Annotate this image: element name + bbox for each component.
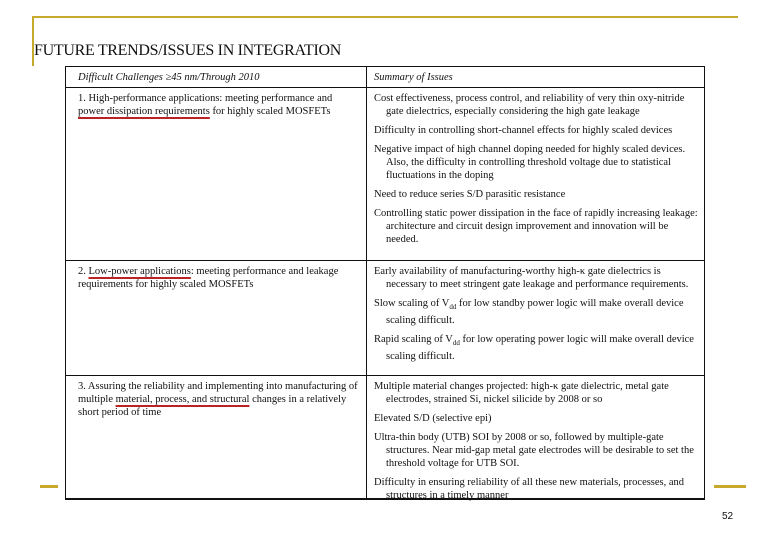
gold-footer-rule-right [714,485,746,488]
issue-item: Difficulty in controlling short-channel effects for highly scaled devices [374,125,673,136]
issue-item: Early availability of manufacturing-worthy high-κ gate dielectrics is necessary to meet stringent gate leakage and performance requirements. [374,266,689,290]
challenges-table [65,66,705,500]
issue-item: Rapid scaling of $V_{dd}$ for low operating power logic will make overall device scaling difficult. [374,334,694,363]
challenge-text: 3. Assuring the reliability and implementing into manufacturing of multiple [78,381,358,405]
challenge-text: 2. [78,266,89,277]
challenge-cell [66,88,367,260]
issue-item: Multiple material changes projected: high-κ gate dielectric, metal gate electrodes, strained Si, nickel silicide by 2008 or so [374,381,669,405]
issues-cell [367,261,704,379]
challenge-highlight: Low-power applications [88,266,191,277]
gold-top-rule [33,16,738,18]
challenge-text: for highly scaled MOSFETs [209,106,331,117]
gold-footer-rule-left [40,485,58,488]
challenge-text: : meeting performance and leakage requirements for highly scaled MOSFETs [78,266,339,290]
table-row [66,261,704,376]
issue-item: Controlling static power dissipation in the face of rapidly increasing leakage: architecture and circuit design improvement and innovation will be needed. [374,208,698,245]
header-issues: Summary of Issues [374,72,453,83]
issue-item: Need to reduce series S/D parasitic resistance [374,189,566,200]
header-challenges: Difficult Challenges ≥45 nm/Through 2010 [66,67,367,87]
issues-cell [367,376,704,503]
challenge-cell [66,261,367,375]
issues-cell [367,88,704,264]
challenge-highlight: material, process, and structural [115,394,250,405]
challenge-text: changes in a relatively short period of time [78,394,347,418]
issue-item: Cost effectiveness, process control, and reliability of very thin oxy-nitride gate dielectrics, especially considering the high gate leakage [374,93,685,117]
issue-item: Difficulty in ensuring reliability of all these new materials, processes, and structures in a timely manner [374,477,685,501]
issue-item: Slow scaling of $V_{dd}$ for low standby power logic will make overall device scaling difficult. [374,298,684,327]
issue-item: Elevated S/D (selective epi) [374,413,492,424]
slide-title: FUTURE TRENDS/ISSUES IN INTEGRATION [34,42,341,59]
page-number: 52 [722,511,734,522]
challenge-highlight: power dissipation requirements [78,106,210,117]
table-row [66,376,704,499]
issue-item: Negative impact of high channel doping needed for highly scaled devices. Also, the difficulty in controlling threshold voltage due to statistical fluctuations in the doping [374,144,686,181]
challenge-text: 1. High-performance applications: meeting performance and [78,93,333,104]
issue-item: Ultra-thin body (UTB) SOI by 2008 or so, followed by multiple-gate structures. Near mid-gap metal gate electrodes will be desirable to set the threshold voltage for UTB SOI. [374,432,694,469]
challenge-cell [66,376,367,499]
table-header-row [66,67,704,88]
table-row [66,88,704,261]
